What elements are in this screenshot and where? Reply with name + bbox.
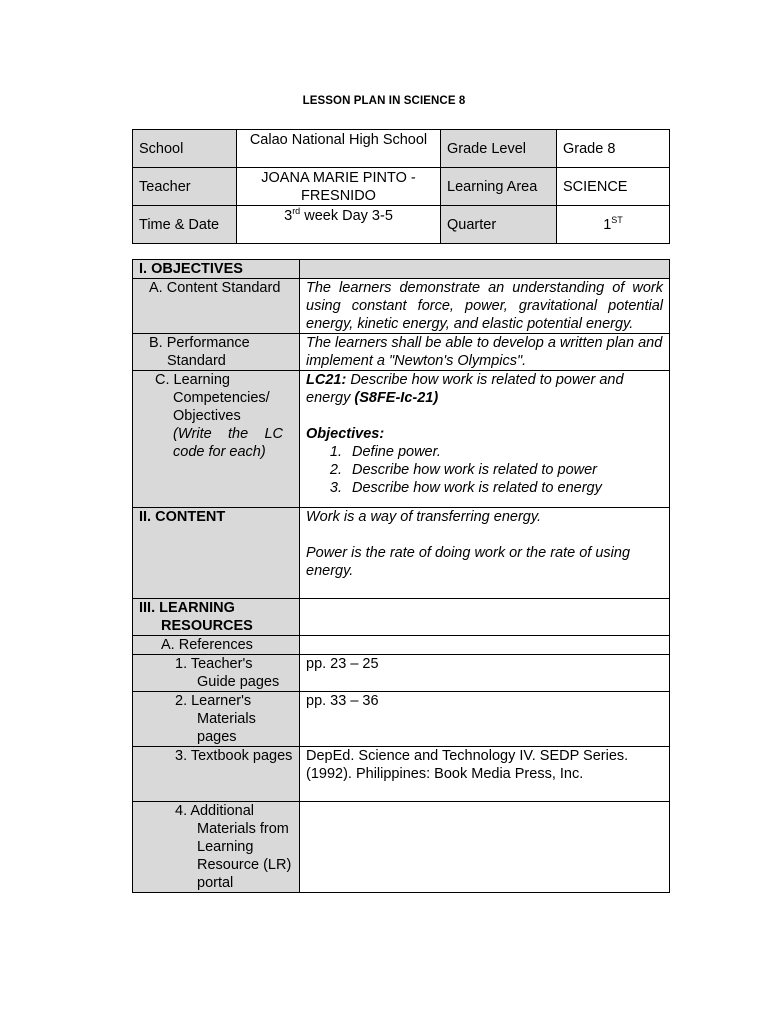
document-title: LESSON PLAN IN SCIENCE 8	[302, 95, 466, 107]
competencies-content	[300, 371, 670, 508]
school-value: Calao National High School	[237, 130, 441, 168]
grade-level-value: Grade 8	[557, 130, 670, 168]
objectives-label: Objectives:	[306, 426, 385, 442]
competencies-label: C. Learning Competencies/ Objectives	[155, 372, 270, 424]
objectives-heading: I. OBJECTIVES	[133, 260, 300, 279]
learners-materials-label: 2. Learner's Materials pages	[133, 692, 300, 747]
lesson-plan-table	[132, 259, 670, 893]
content-standard-label: A. Content Standard	[133, 279, 300, 334]
learning-area-value: SCIENCE	[557, 168, 670, 206]
quarter-number: 1	[603, 216, 612, 233]
lc-code: LC21:	[306, 372, 347, 388]
content-line-1: Work is a way of transferring energy.	[306, 509, 542, 525]
time-date-suffix: rd	[292, 206, 301, 217]
objectives-heading-blank	[300, 260, 670, 279]
quarter-label: Quarter	[441, 206, 557, 244]
quarter-suffix: ST	[611, 214, 623, 225]
teachers-guide-value: pp. 23 – 25	[300, 655, 670, 692]
textbook-label: 3. Textbook pages	[133, 747, 300, 802]
additional-materials-value	[300, 802, 670, 893]
objectives-list	[306, 443, 663, 497]
performance-standard-text: The learners shall be able to develop a written plan and implement a "Newton's Olympics".	[300, 334, 670, 371]
competencies-cell	[133, 371, 300, 508]
textbook-value: DepEd. Science and Technology IV. SEDP Series. (1992). Philippines: Book Media Press, Inc.	[300, 747, 670, 802]
teacher-value: JOANA MARIE PINTO - FRESNIDO	[237, 168, 441, 206]
content-line-2: Power is the rate of doing work or the rate of using energy.	[306, 545, 631, 579]
resources-heading	[133, 599, 300, 636]
references-label: A. References	[133, 636, 300, 655]
lc-ref: (S8FE-Ic-21)	[354, 390, 439, 406]
competencies-note: (Write the LC code for each)	[173, 426, 283, 460]
time-date-text: week Day 3-5	[300, 208, 393, 224]
resources-heading-blank	[300, 599, 670, 636]
time-date-label: Time & Date	[133, 206, 237, 244]
list-item: 3. Describe how work is related to energy	[346, 479, 663, 497]
content-text	[300, 508, 670, 599]
school-label: School	[133, 130, 237, 168]
content-heading: II. CONTENT	[133, 508, 300, 599]
lc-text: Describe how work is related to power and energy	[306, 372, 624, 406]
performance-standard-label: B. Performance Standard	[133, 334, 300, 371]
teacher-label: Teacher	[133, 168, 237, 206]
list-item: 1. Define power.	[346, 443, 663, 461]
resources-heading-text: III. LEARNING RESOURCES	[139, 600, 253, 634]
learners-materials-value: pp. 33 – 36	[300, 692, 670, 747]
learning-area-label: Learning Area	[441, 168, 557, 206]
time-date-value	[237, 206, 441, 244]
references-blank	[300, 636, 670, 655]
quarter-value	[557, 206, 670, 244]
header-info-table	[132, 129, 670, 244]
time-date-number: 3	[284, 208, 293, 224]
list-item: 2. Describe how work is related to power	[346, 461, 663, 479]
teachers-guide-label: 1. Teacher's Guide pages	[133, 655, 300, 692]
additional-materials-label: 4. Additional Materials from Learning Resource (LR) portal	[133, 802, 300, 893]
content-standard-text: The learners demonstrate an understanding of work using constant force, power, gravitational potential energy, kinetic energy, and elastic potential energy.	[300, 279, 670, 334]
grade-level-label: Grade Level	[441, 130, 557, 168]
lc-line	[306, 371, 663, 407]
